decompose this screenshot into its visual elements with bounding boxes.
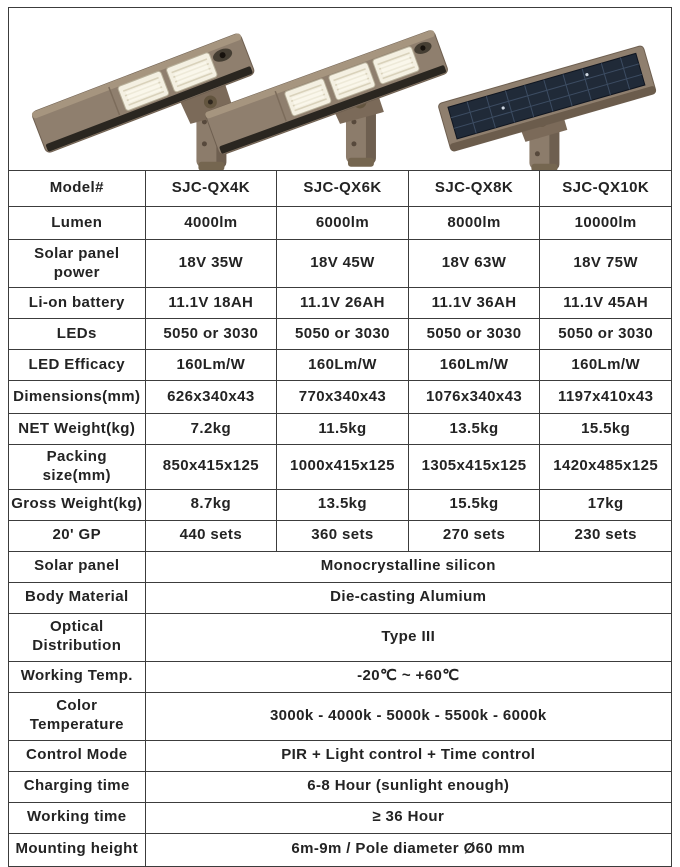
spec-value: 18V 35W [145, 240, 277, 288]
row-label: Dimensions(mm) [9, 381, 146, 414]
table-row-optical-distribution [9, 613, 672, 661]
spec-value-full: Type III [145, 613, 671, 661]
table-row-dimensions [9, 381, 672, 414]
spec-value-full: PIR + Light control + Time control [145, 740, 671, 771]
spec-value: 11.1V 45AH [540, 288, 672, 319]
product-images-panel [8, 7, 672, 170]
spec-value: 6000lm [277, 207, 409, 240]
spec-value: 1197x410x43 [540, 381, 672, 414]
row-label: LEDs [9, 319, 146, 350]
spec-value-full: ≥ 36 Hour [145, 802, 671, 833]
row-label: Solar panel power [9, 240, 146, 288]
row-label: Mounting height [9, 833, 146, 866]
table-row-lumen [9, 207, 672, 240]
spec-value: 18V 45W [277, 240, 409, 288]
spec-value: 1420x485x125 [540, 445, 672, 490]
table-row-net-weight [9, 414, 672, 445]
table-row-leds [9, 319, 672, 350]
model-cell: SJC-QX4K [145, 171, 277, 207]
model-cell: SJC-QX10K [540, 171, 672, 207]
row-label: Color Temperature [9, 692, 146, 740]
table-row-gross-weight [9, 489, 672, 520]
spec-value: 270 sets [408, 520, 540, 551]
row-label: Solar panel [9, 551, 146, 582]
row-label: Gross Weight(kg) [9, 489, 146, 520]
table-row-battery [9, 288, 672, 319]
spec-value: 1305x415x125 [408, 445, 540, 490]
table-row-color-temperature [9, 692, 672, 740]
spec-value: 10000lm [540, 207, 672, 240]
spec-value: 11.5kg [277, 414, 409, 445]
spec-value: 160Lm/W [408, 350, 540, 381]
spec-value: 626x340x43 [145, 381, 277, 414]
table-row-model [9, 171, 672, 207]
row-label: Working Temp. [9, 661, 146, 692]
spec-value: 18V 75W [540, 240, 672, 288]
product-photo-lamp3 [438, 45, 657, 170]
table-row-solar-panel-power [9, 240, 672, 288]
spec-value: 440 sets [145, 520, 277, 551]
row-label: Control Mode [9, 740, 146, 771]
table-row-solar-panel [9, 551, 672, 582]
product-photos-illustration [9, 8, 671, 170]
spec-value: 1076x340x43 [408, 381, 540, 414]
spec-value: 8000lm [408, 207, 540, 240]
spec-value: 13.5kg [277, 489, 409, 520]
spec-value-full: 6-8 Hour (sunlight enough) [145, 771, 671, 802]
spec-value: 11.1V 36AH [408, 288, 540, 319]
row-label: Working time [9, 802, 146, 833]
model-cell: SJC-QX6K [277, 171, 409, 207]
spec-value: 17kg [540, 489, 672, 520]
spec-value-full: 3000k - 4000k - 5000k - 5500k - 6000k [145, 692, 671, 740]
spec-value: 13.5kg [408, 414, 540, 445]
table-row-body-material [9, 582, 672, 613]
row-label: 20' GP [9, 520, 146, 551]
row-label: Charging time [9, 771, 146, 802]
spec-value: 7.2kg [145, 414, 277, 445]
spec-value-full: Die-casting Alumium [145, 582, 671, 613]
spec-value: 5050 or 3030 [408, 319, 540, 350]
table-row-packing-size [9, 445, 672, 490]
table-row-20gp [9, 520, 672, 551]
row-label: Packing size(mm) [9, 445, 146, 490]
spec-value: 360 sets [277, 520, 409, 551]
spec-value: 8.7kg [145, 489, 277, 520]
spec-value-full: Monocrystalline silicon [145, 551, 671, 582]
row-label: Body Material [9, 582, 146, 613]
spec-value: 18V 63W [408, 240, 540, 288]
spec-value: 1000x415x125 [277, 445, 409, 490]
table-row-led-efficacy [9, 350, 672, 381]
spec-value: 230 sets [540, 520, 672, 551]
table-row-charging-time [9, 771, 672, 802]
model-cell: SJC-QX8K [408, 171, 540, 207]
row-label: LED Efficacy [9, 350, 146, 381]
table-row-control-mode [9, 740, 672, 771]
spec-value: 5050 or 3030 [277, 319, 409, 350]
spec-value: 160Lm/W [540, 350, 672, 381]
spec-value-full: 6m-9m / Pole diameter Ø60 mm [145, 833, 671, 866]
spec-value: 850x415x125 [145, 445, 277, 490]
spec-value: 5050 or 3030 [540, 319, 672, 350]
spec-value: 15.5kg [408, 489, 540, 520]
spec-value: 160Lm/W [277, 350, 409, 381]
spec-value-full: -20℃ ~ +60℃ [145, 661, 671, 692]
row-label: Model# [9, 171, 146, 207]
spec-value: 160Lm/W [145, 350, 277, 381]
spec-value: 11.1V 26AH [277, 288, 409, 319]
spec-value: 11.1V 18AH [145, 288, 277, 319]
row-label: Lumen [9, 207, 146, 240]
spec-value: 5050 or 3030 [145, 319, 277, 350]
table-row-working-time [9, 802, 672, 833]
table-row-mounting-height [9, 833, 672, 866]
spec-value: 770x340x43 [277, 381, 409, 414]
row-label: Optical Distribution [9, 613, 146, 661]
row-label: Li-on battery [9, 288, 146, 319]
spec-value: 15.5kg [540, 414, 672, 445]
spec-table [8, 170, 672, 867]
row-label: NET Weight(kg) [9, 414, 146, 445]
table-row-working-temp [9, 661, 672, 692]
spec-value: 4000lm [145, 207, 277, 240]
